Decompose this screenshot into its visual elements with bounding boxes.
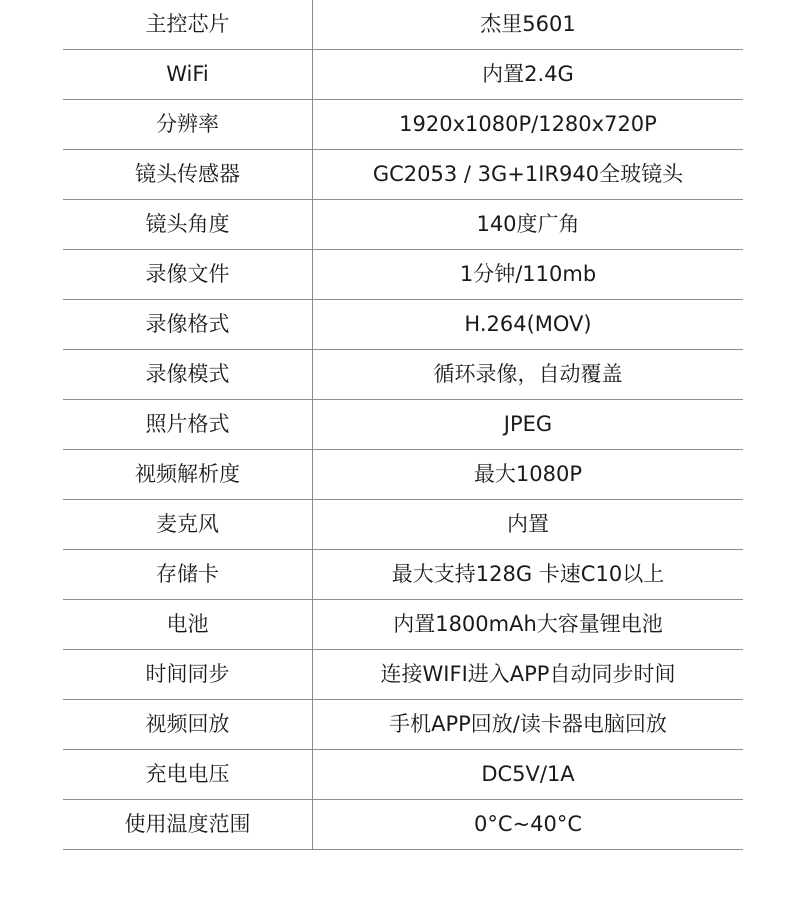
- table-row: [63, 350, 743, 400]
- table-row: [63, 300, 743, 350]
- spec-value: 1分钟/110mb: [459, 262, 597, 286]
- table-row: [63, 750, 743, 800]
- spec-value: JPEG: [503, 412, 553, 436]
- spec-value: 循环录像，自动覆盖: [433, 362, 623, 386]
- spec-label: 主控芯片: [63, 0, 313, 49]
- spec-value: 连接WIFI进入APP自动同步时间: [380, 662, 676, 686]
- spec-label: 镜头角度: [63, 200, 313, 249]
- spec-value: 内置2.4G: [482, 62, 574, 86]
- spec-label: 录像格式: [63, 300, 313, 349]
- spec-value: DC5V/1A: [481, 762, 575, 786]
- spec-value: 最大支持128G 卡速C10以上: [391, 562, 665, 586]
- spec-label: 时间同步: [63, 650, 313, 699]
- table-row: [63, 500, 743, 550]
- spec-label: WiFi: [63, 50, 313, 99]
- table-row: [63, 100, 743, 150]
- spec-label: 录像文件: [63, 250, 313, 299]
- spec-label: 视频回放: [63, 700, 313, 749]
- spec-value: GC2053 / 3G+1IR940全玻镜头: [372, 162, 684, 186]
- spec-label: 存储卡: [63, 550, 313, 599]
- spec-value: 最大1080P: [473, 462, 583, 486]
- table-row: [63, 50, 743, 100]
- spec-label: 分辨率: [63, 100, 313, 149]
- table-row: [63, 200, 743, 250]
- spec-value: 0°C~40°C: [473, 812, 582, 836]
- table-row: [63, 650, 743, 700]
- spec-value: 杰里5601: [480, 12, 576, 36]
- spec-label: 充电电压: [63, 750, 313, 799]
- spec-value: 内置1800mAh大容量锂电池: [393, 612, 663, 636]
- spec-label: 镜头传感器: [63, 150, 313, 199]
- table-row: [63, 0, 743, 50]
- spec-value: 140度广角: [476, 212, 580, 236]
- table-row: [63, 600, 743, 650]
- spec-table: [63, 0, 743, 850]
- table-row: [63, 450, 743, 500]
- spec-label: 录像模式: [63, 350, 313, 399]
- spec-value: 1920x1080P/1280x720P: [399, 112, 657, 136]
- spec-label: 照片格式: [63, 400, 313, 449]
- table-row: [63, 550, 743, 600]
- table-row: [63, 800, 743, 850]
- spec-label: 使用温度范围: [63, 800, 313, 849]
- spec-label: 麦克风: [63, 500, 313, 549]
- table-row: [63, 150, 743, 200]
- spec-value: 内置: [507, 512, 549, 536]
- table-row: [63, 700, 743, 750]
- spec-value: H.264(MOV): [464, 312, 592, 336]
- spec-label: 电池: [63, 600, 313, 649]
- spec-value: 手机APP回放/读卡器电脑回放: [389, 712, 667, 736]
- table-row: [63, 400, 743, 450]
- table-row: [63, 250, 743, 300]
- spec-label: 视频解析度: [63, 450, 313, 499]
